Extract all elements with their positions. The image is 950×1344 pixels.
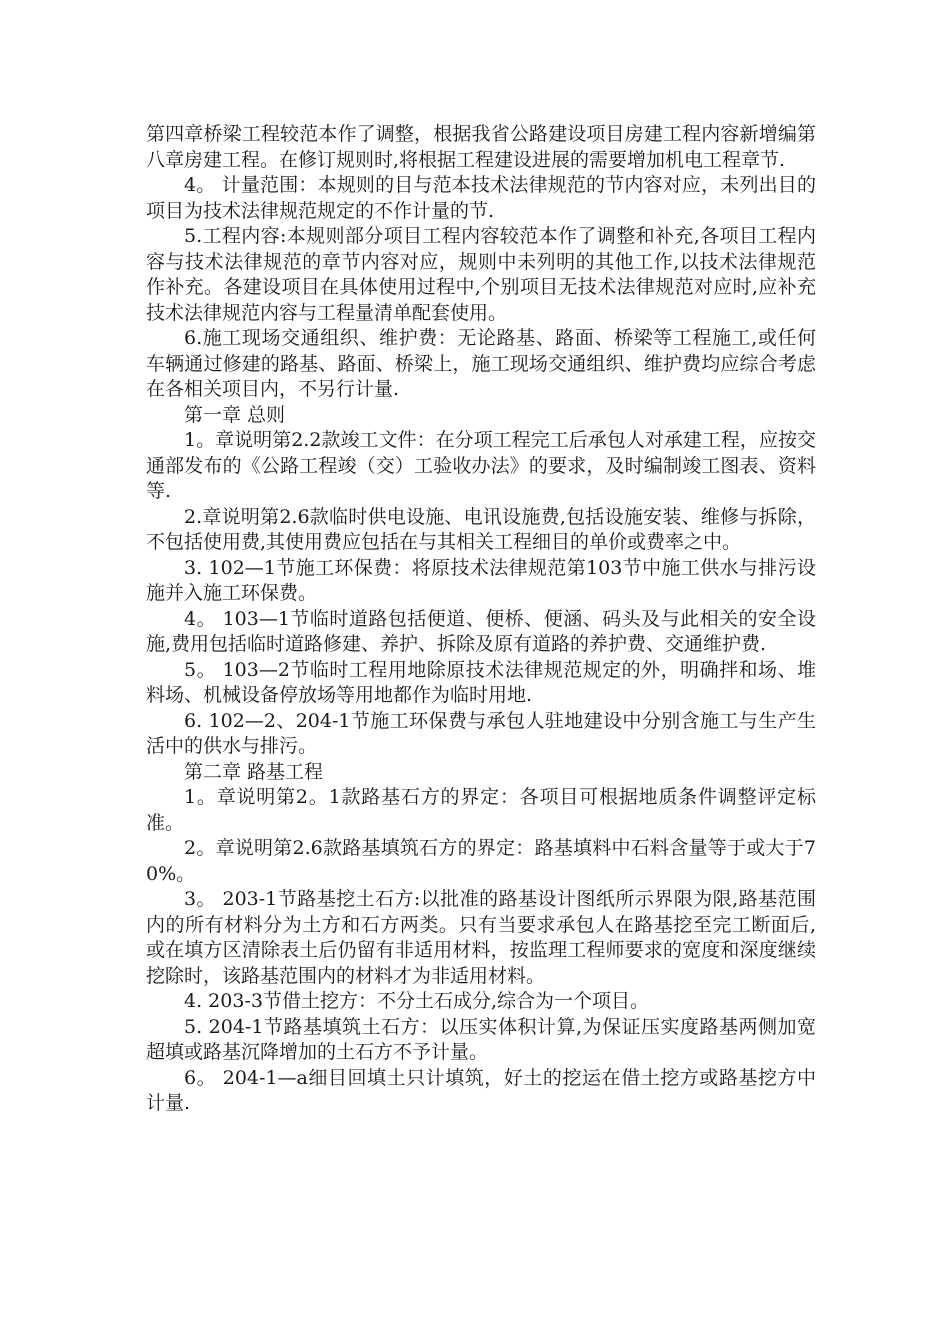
paragraph: 5. 204-1节路基填筑土石方：以压实体积计算,为保证压实度路基两侧加宽超填或路基沉降增加的土石方不予计量。 [146, 1015, 816, 1063]
paragraph: 6. 102—2、204-1节施工环保费与承包人驻地建设中分别含施工与生产生活中的供水与排污。 [146, 709, 816, 757]
paragraph: 4。 计量范围：本规则的目与范本技术法律规范的节内容对应，未列出目的项目为技术法律规范规定的不作计量的节. [146, 174, 816, 222]
section-heading: 第一章 总则 [184, 403, 286, 426]
paragraph: 3。 203-1节路基挖土石方:以批准的路基设计图纸所示界限为限,路基范围内的所有材料分为土方和石方两类。只有当要求承包人在路基挖至完工断面后,或在填方区清除表土后仍留有非适用材料，按监理工程师要求的宽度和深度继续挖除时，该路基范围内的材料才为非适用材料。 [146, 888, 816, 987]
paragraph: 6.施工现场交通组织、维护费：无论路基、路面、桥梁等工程施工,或任何车辆通过修建的路基、路面、桥梁上，施工现场交通组织、维护费均应综合考虑在各相关项目内，不另行计量. [146, 327, 816, 400]
paragraph: 5.工程内容:本规则部分项目工程内容较范本作了调整和补充,各项目工程内容与技术法律规范的章节内容对应，规则中未列明的其他工作,以技术法律规范作补充。各建设项目在具体使用过程中,个别项目无技术法律规范对应时,应补充技术法律规范内容与工程量清单配套使用。 [146, 225, 816, 324]
paragraph: 2.章说明第2.6款临时供电设施、电讯设施费,包括设施安装、维修与拆除，不包括使用费,其使用费应包括在与其相关工程细目的单价或费率之中。 [146, 505, 816, 553]
paragraph: 第四章桥梁工程较范本作了调整，根据我省公路建设项目房建工程内容新增编第八章房建工程。在修订规则时,将根据工程建设进展的需要增加机电工程章节. [146, 123, 816, 171]
section-heading: 第二章 路基工程 [184, 760, 324, 783]
paragraph: 6。 204-1—a细目回填土只计填筑，好土的挖运在借土挖方或路基挖方中计量. [146, 1066, 816, 1114]
paragraph: 2。章说明第2.6款路基填筑石方的界定：路基填料中石料含量等于或大于70%。 [146, 837, 816, 885]
paragraph: 5。 103—2节临时工程用地除原技术法律规范规定的外，明确拌和场、堆料场、机械设备停放场等用地都作为临时用地. [146, 658, 816, 706]
document-body [146, 122, 816, 1117]
paragraph: 1。章说明第2。1款路基石方的界定：各项目可根据地质条件调整评定标准。 [146, 786, 816, 834]
paragraph: 1。章说明第2.2款竣工文件：在分项工程完工后承包人对承建工程，应按交通部发布的《公路工程竣（交）工验收办法》的要求，及时编制竣工图表、资料等. [146, 429, 816, 502]
paragraph: 3. 102—1节施工环保费：将原技术法律规范第103节中施工供水与排污设施并入施工环保费。 [146, 556, 816, 604]
paragraph: 4. 203-3节借土挖方：不分土石成分,综合为一个项目。 [184, 990, 649, 1012]
paragraph: 4。 103—1节临时道路包括便道、便桥、便涵、码头及与此相关的安全设施,费用包括临时道路修建、养护、拆除及原有道路的养护费、交通维护费. [146, 607, 816, 655]
